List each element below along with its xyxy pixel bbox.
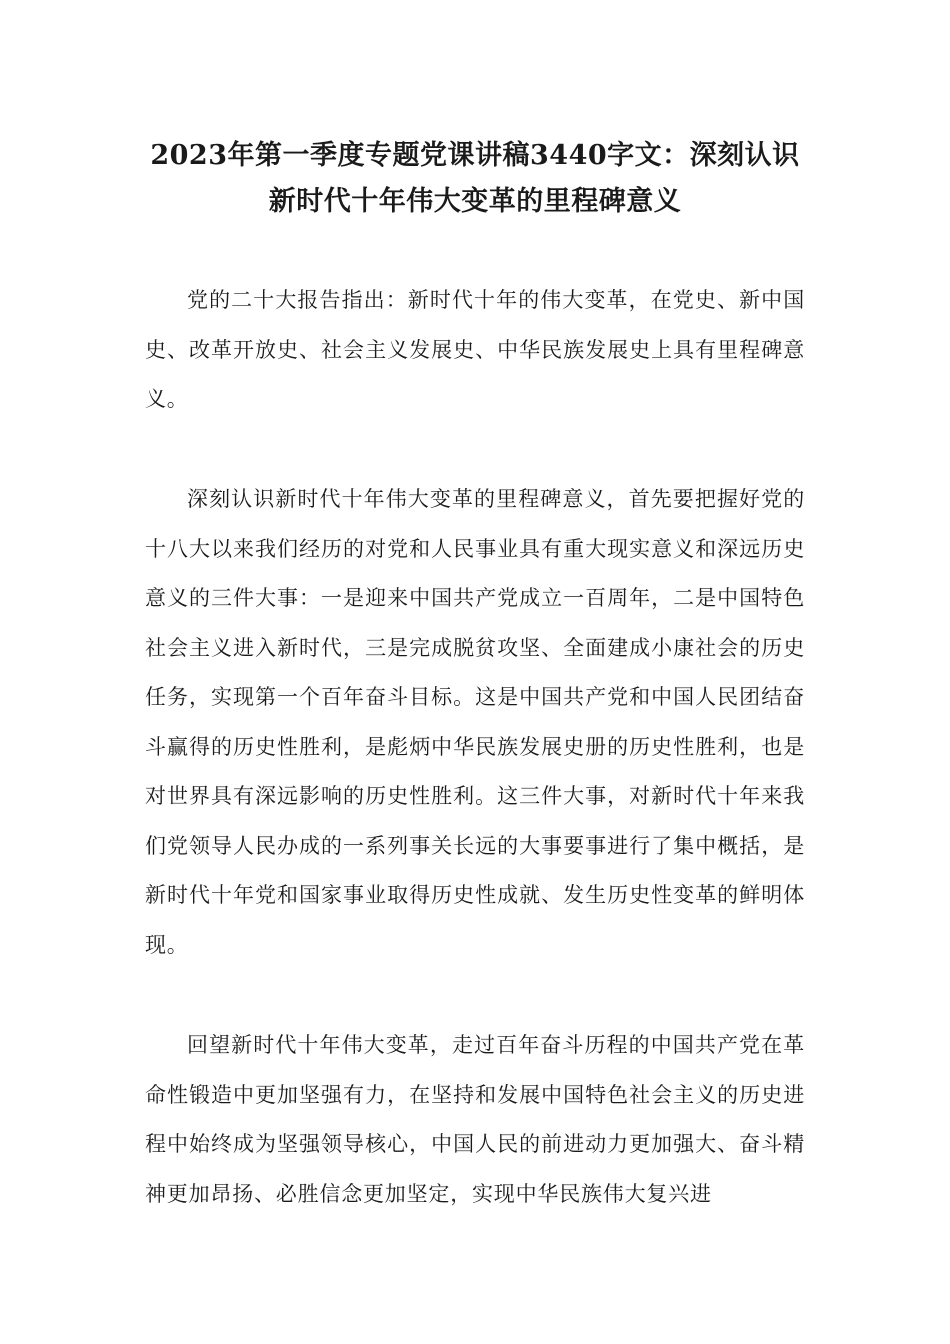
- paragraph-3: 回望新时代十年伟大变革，走过百年奋斗历程的中国共产党在革命性锻造中更加坚强有力，在坚持和发展中国特色社会主义的历史进程中始终成为坚强领导核心，中国人民的前进动力更加强大、奋斗精神更加昂扬、必胜信念更加坚定，实现中华民族伟大复兴进: [145, 1033, 805, 1206]
- document-title: 2023年第一季度专题党课讲稿3440字文：深刻认识新时代十年伟大变革的里程碑意义: [150, 140, 800, 217]
- paragraph-2: 深刻认识新时代十年伟大变革的里程碑意义，首先要把握好党的十八大以来我们经历的对党和人民事业具有重大现实意义和深远历史意义的三件大事：一是迎来中国共产党成立一百周年，二是中国特色社会主义进入新时代，三是完成脱贫攻坚、全面建成小康社会的历史任务，实现第一个百年奋斗目标。这是中国共产党和中国人民团结奋斗赢得的历史性胜利，是彪炳中华民族发展史册的历史性胜利，也是对世界具有深远影响的历史性胜利。这三件大事，对新时代十年来我们党领导人民办成的一系列事关长远的大事要事进行了集中概括，是新时代十年党和国家事业取得历史性成就、发生历史性变革的鲜明体现。: [145, 487, 805, 957]
- paragraph-1: 党的二十大报告指出：新时代十年的伟大变革，在党史、新中国史、改革开放史、社会主义发展史、中华民族发展史上具有里程碑意义。: [145, 288, 805, 411]
